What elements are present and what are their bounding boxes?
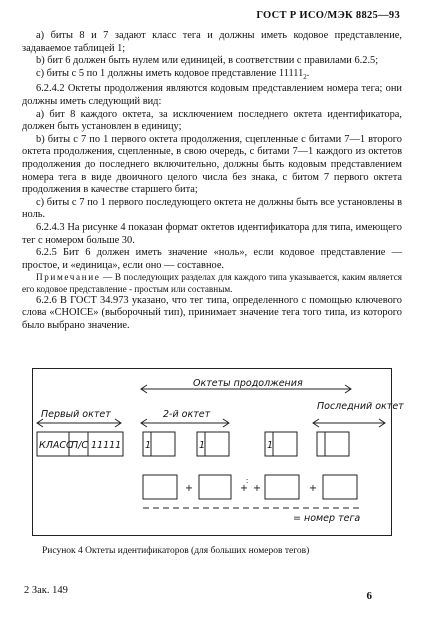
footer-order-number: 2 Зак. 149 [24,585,68,596]
paragraph-6-2-4-2: 6.2.4.2 Октеты продолжения являются кодовым представлением номера тега; они должны иметь следующий вид: [22,83,402,108]
plus-4: + [309,483,317,494]
paragraph-c1-text: с) биты с 5 по 1 должны иметь кодовое представление 11111 [36,67,304,79]
plus-2: + [240,483,248,494]
subscript-2: 2 [303,72,307,81]
paragraph-6-2-4-3: 6.2.4.3 На рисунке 4 показан формат октетов идентификатора для типа, имеющего тег с номером больше 30. [22,221,402,246]
body-text [22,30,402,333]
tag-part-box-2 [199,475,231,499]
figure-4 [32,368,404,536]
figure-caption: Рисунок 4 Октеты идентификаторов (для больших номеров тегов) [42,546,310,556]
first-octet-label: Первый октет [41,409,111,420]
paragraph-c2: с) биты с 7 по 1 первого последующего октета не должны быть все установлены в ноль. [22,196,402,221]
second-octet-label: 2-й октет [163,409,211,420]
plus-1: + [185,483,193,494]
page-header: ГОСТ Р ИСО/МЭК 8825—93 [256,10,400,21]
continuation-label: Октеты продолжения [193,378,303,389]
note-label: Примечание [36,272,101,283]
dots-mark: : [246,476,249,485]
figure-diagram [33,369,404,535]
paragraph-a1: а) биты 8 и 7 задают класс тега и должны иметь кодовое представление, задаваемое таблицей 1; [22,30,402,54]
tag-number-label: = номер тега [293,513,361,524]
page-number: 6 [366,590,372,602]
cell-one-3: 1 [199,440,206,451]
cell-one-2: 1 [145,440,152,451]
paragraph-b2: b) биты с 7 по 1 первого октета продолжения, сцепленные с битами 7—1 второго октета продолжения, сцепленные, в свою очередь, с битами 7—1 каждого из октетов продолжения до последнего включительно, должны быть кодовым представлением номера тега в виде двоичного целого числа без знака, с битом 7 первого октета продолжения в качестве старшего бита; [22,133,402,196]
paragraph-6-2-5: 6.2.5 Бит 6 должен иметь значение «ноль», если кодовое представление — простое, и «единица», если оно — составное. [22,247,402,271]
last-octet-label: Последний октет [317,401,404,412]
paragraph-6-2-6: 6.2.6 В ГОСТ 34.973 указано, что тег типа, определенного с помощью ключевого слова «CHOICE» (выборочный тип), принимает значение тега того типа, из которого было выбрано значение. [22,294,402,331]
paragraph-a2: а) бит 8 каждого октета, за исключением последнего октета идентификатора, должен быть установлен в единицу; [22,108,402,133]
cell-class: КЛАСС [39,440,73,451]
paragraph-c1: с) биты с 5 по 1 должны иметь кодовое представление $11111_2$. [36,67,310,81]
tag-part-box-4 [323,475,357,499]
cell-pc: П/С [71,440,88,451]
cell-one-4: 1 [267,440,274,451]
last-octet-box [317,432,349,456]
note-text: — В последующих разделах для каждого типа указывается, каким является его кодовое представление - простым или составным. [22,272,402,294]
cell-ones: 11111 [91,440,122,451]
tag-part-box-1 [143,475,177,499]
note [22,272,402,294]
paragraph-b1: b) бит 6 должен быть нулем или единицей, в соответствии с правилами 6.2.5; [36,55,379,67]
plus-3: + [253,483,261,494]
tag-part-box-3 [265,475,299,499]
